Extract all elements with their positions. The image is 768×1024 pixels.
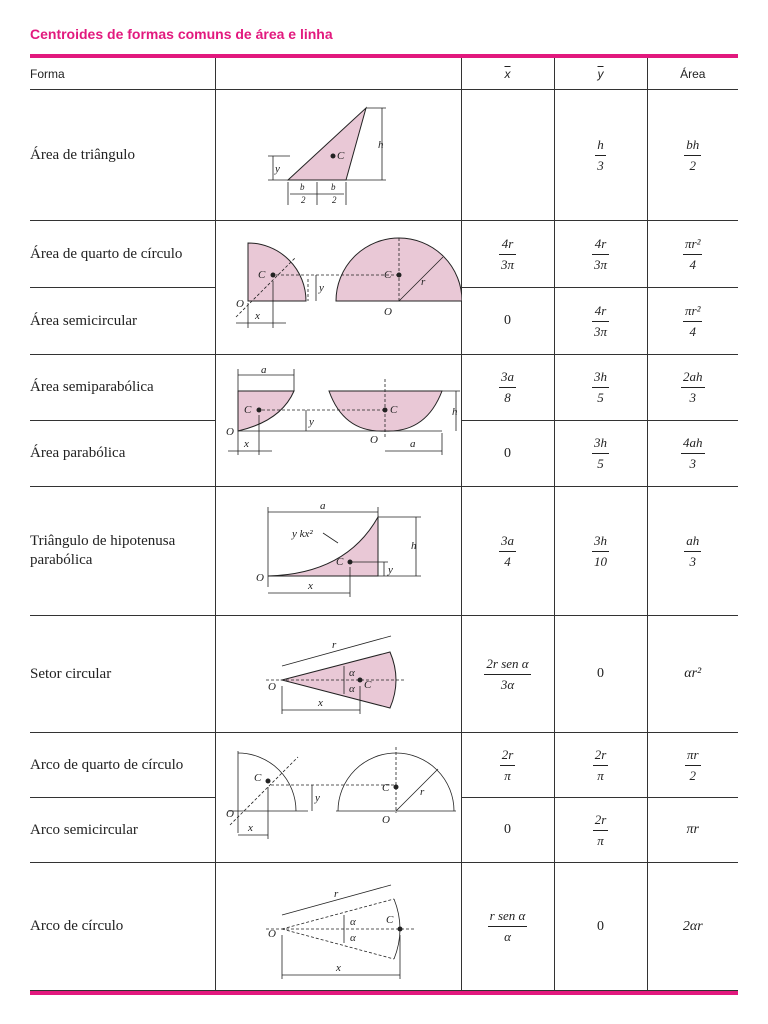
xbar-cell: $\frac{4r}{3\pi}$ — [461, 221, 554, 288]
quarter-circle-shape — [248, 243, 306, 301]
svg-text:O: O — [225, 808, 234, 820]
xbar-cell: $\frac{\text{2r sen α}}{3\alpha}$ — [461, 616, 554, 733]
shape-name: Arco de quarto de círculo — [30, 733, 215, 798]
svg-text:y kx²: y kx² — [291, 528, 313, 540]
page-title: Centroides de formas comuns de área e linha — [30, 26, 333, 42]
svg-text:y: y — [308, 416, 314, 428]
figure-sector — [215, 616, 461, 733]
shape-name: Arco semicircular — [30, 798, 215, 863]
ybar-cell: $\frac{3h}{5}$ — [554, 421, 647, 487]
svg-text:O: O — [235, 298, 244, 310]
area-cell: $\frac{\pi r}{2}$ — [647, 733, 738, 798]
shape-name: Área de quarto de círculo — [30, 221, 215, 288]
svg-text:x: x — [307, 580, 313, 592]
xbar-cell: $\frac{3a}{8}$ — [461, 355, 554, 421]
svg-text:h: h — [410, 540, 416, 552]
figure-arcs — [215, 733, 461, 863]
figure-parabolic — [215, 355, 461, 487]
svg-text:a: a — [319, 500, 325, 512]
ybar-cell: 0 — [554, 616, 647, 733]
shape-name: Área semiparabólica — [30, 355, 215, 421]
svg-text:r: r — [333, 888, 338, 900]
figure-spandrel — [215, 487, 461, 616]
xbar-cell: $\frac{2r}{\pi}$ — [461, 733, 554, 798]
ybar-cell: $\frac{2r}{\pi}$ — [554, 733, 647, 798]
svg-text:h: h — [451, 406, 457, 418]
svg-text:x: x — [335, 962, 341, 974]
svg-text:C: C — [335, 556, 343, 568]
xbar-cell: 0 — [461, 798, 554, 863]
shape-name: Área de triângulo — [30, 90, 215, 221]
svg-text:O: O — [267, 928, 276, 940]
svg-text:r: r — [331, 639, 336, 651]
svg-text:a: a — [409, 438, 415, 450]
area-cell: πr — [647, 798, 738, 863]
table-row — [30, 90, 738, 221]
svg-text:O: O — [369, 434, 378, 446]
ybar-cell: $\frac{4r}{3\pi}$ — [554, 221, 647, 288]
shape-name: Arco de círculo — [30, 863, 215, 991]
area-cell: $\frac{4ah}{3}$ — [647, 421, 738, 487]
figure-arc — [215, 863, 461, 991]
svg-text:b: b — [299, 182, 304, 192]
triangle-shape — [288, 108, 366, 180]
figure-triangle — [215, 90, 461, 221]
svg-text:O: O — [381, 814, 390, 826]
svg-text:α: α — [349, 916, 356, 928]
ybar-cell: $\frac{3h}{10}$ — [554, 487, 647, 616]
shape-name: Triângulo de hipotenusa parabólica — [30, 487, 215, 616]
svg-text:O: O — [267, 681, 276, 693]
header-ybar: $\overline{y}$ — [554, 58, 647, 90]
svg-text:y: y — [318, 282, 324, 294]
svg-text:2: 2 — [331, 195, 336, 205]
svg-text:r: r — [419, 786, 424, 798]
figure-circles — [215, 221, 461, 355]
header-area: Área — [647, 58, 738, 90]
header-figure — [215, 58, 461, 90]
svg-text:a: a — [260, 364, 266, 376]
svg-text:α: α — [348, 667, 355, 679]
svg-text:C: C — [253, 772, 261, 784]
svg-text:2: 2 — [300, 195, 305, 205]
xbar-cell: $\frac{\text{r sen α}}{\alpha}$ — [461, 863, 554, 991]
area-cell: 2αr — [647, 863, 738, 991]
area-cell: $\frac{\text{πr²}}{4}$ — [647, 221, 738, 288]
svg-text:y: y — [387, 564, 393, 576]
svg-text:O: O — [383, 306, 392, 318]
svg-text:C: C — [381, 782, 389, 794]
svg-text:C: C — [385, 914, 393, 926]
svg-text:x: x — [243, 438, 249, 450]
ybar-cell: $\frac{2r}{\pi}$ — [554, 798, 647, 863]
xbar-cell: 0 — [461, 288, 554, 355]
svg-text:r: r — [420, 276, 425, 288]
svg-text:C: C — [363, 679, 371, 691]
area-cell: $\frac{ah}{3}$ — [647, 487, 738, 616]
ybar-cell: $\frac{3h}{5}$ — [554, 355, 647, 421]
svg-text:α: α — [348, 683, 355, 695]
area-cell: $\frac{2ah}{3}$ — [647, 355, 738, 421]
area-cell: αr² — [647, 616, 738, 733]
svg-text:C: C — [383, 269, 391, 281]
svg-text:O: O — [225, 426, 234, 438]
area-cell: $\frac{bh}{2}$ — [647, 90, 738, 221]
svg-text:C: C — [257, 269, 265, 281]
header-row — [30, 58, 738, 90]
area-cell: $\frac{\text{πr²}}{4}$ — [647, 288, 738, 355]
svg-text:C: C — [243, 404, 251, 416]
ybar-cell: $\frac{4r}{3\pi}$ — [554, 288, 647, 355]
table-row — [30, 221, 738, 288]
svg-text:x: x — [254, 310, 260, 322]
xbar-cell: 0 — [461, 421, 554, 487]
table-row — [30, 487, 738, 616]
header-shape: Forma — [30, 58, 215, 90]
ybar-cell: $\frac{h}{3}$ — [554, 90, 647, 221]
svg-text:α: α — [349, 932, 356, 944]
table-row — [30, 616, 738, 733]
bottom-rule — [30, 991, 738, 995]
svg-text:y: y — [274, 163, 280, 175]
table-row — [30, 733, 738, 798]
shape-name: Área semicircular — [30, 288, 215, 355]
svg-text:C: C — [389, 404, 397, 416]
svg-text:x: x — [317, 697, 323, 709]
centroids-table — [30, 58, 738, 991]
svg-text:h: h — [377, 139, 383, 151]
xbar-cell: $\frac{3a}{4}$ — [461, 487, 554, 616]
table-row — [30, 863, 738, 991]
spandrel-shape — [268, 517, 378, 576]
header-xbar: $\overline{x}$ — [461, 58, 554, 90]
svg-text:x: x — [247, 822, 253, 834]
shape-name: Setor circular — [30, 616, 215, 733]
ybar-cell: 0 — [554, 863, 647, 991]
table-row — [30, 355, 738, 421]
svg-text:y: y — [314, 792, 320, 804]
svg-text:O: O — [255, 572, 264, 584]
svg-text:b: b — [330, 182, 335, 192]
svg-text:C: C — [336, 150, 344, 162]
shape-name: Área parabólica — [30, 421, 215, 487]
xbar-cell — [461, 90, 554, 221]
